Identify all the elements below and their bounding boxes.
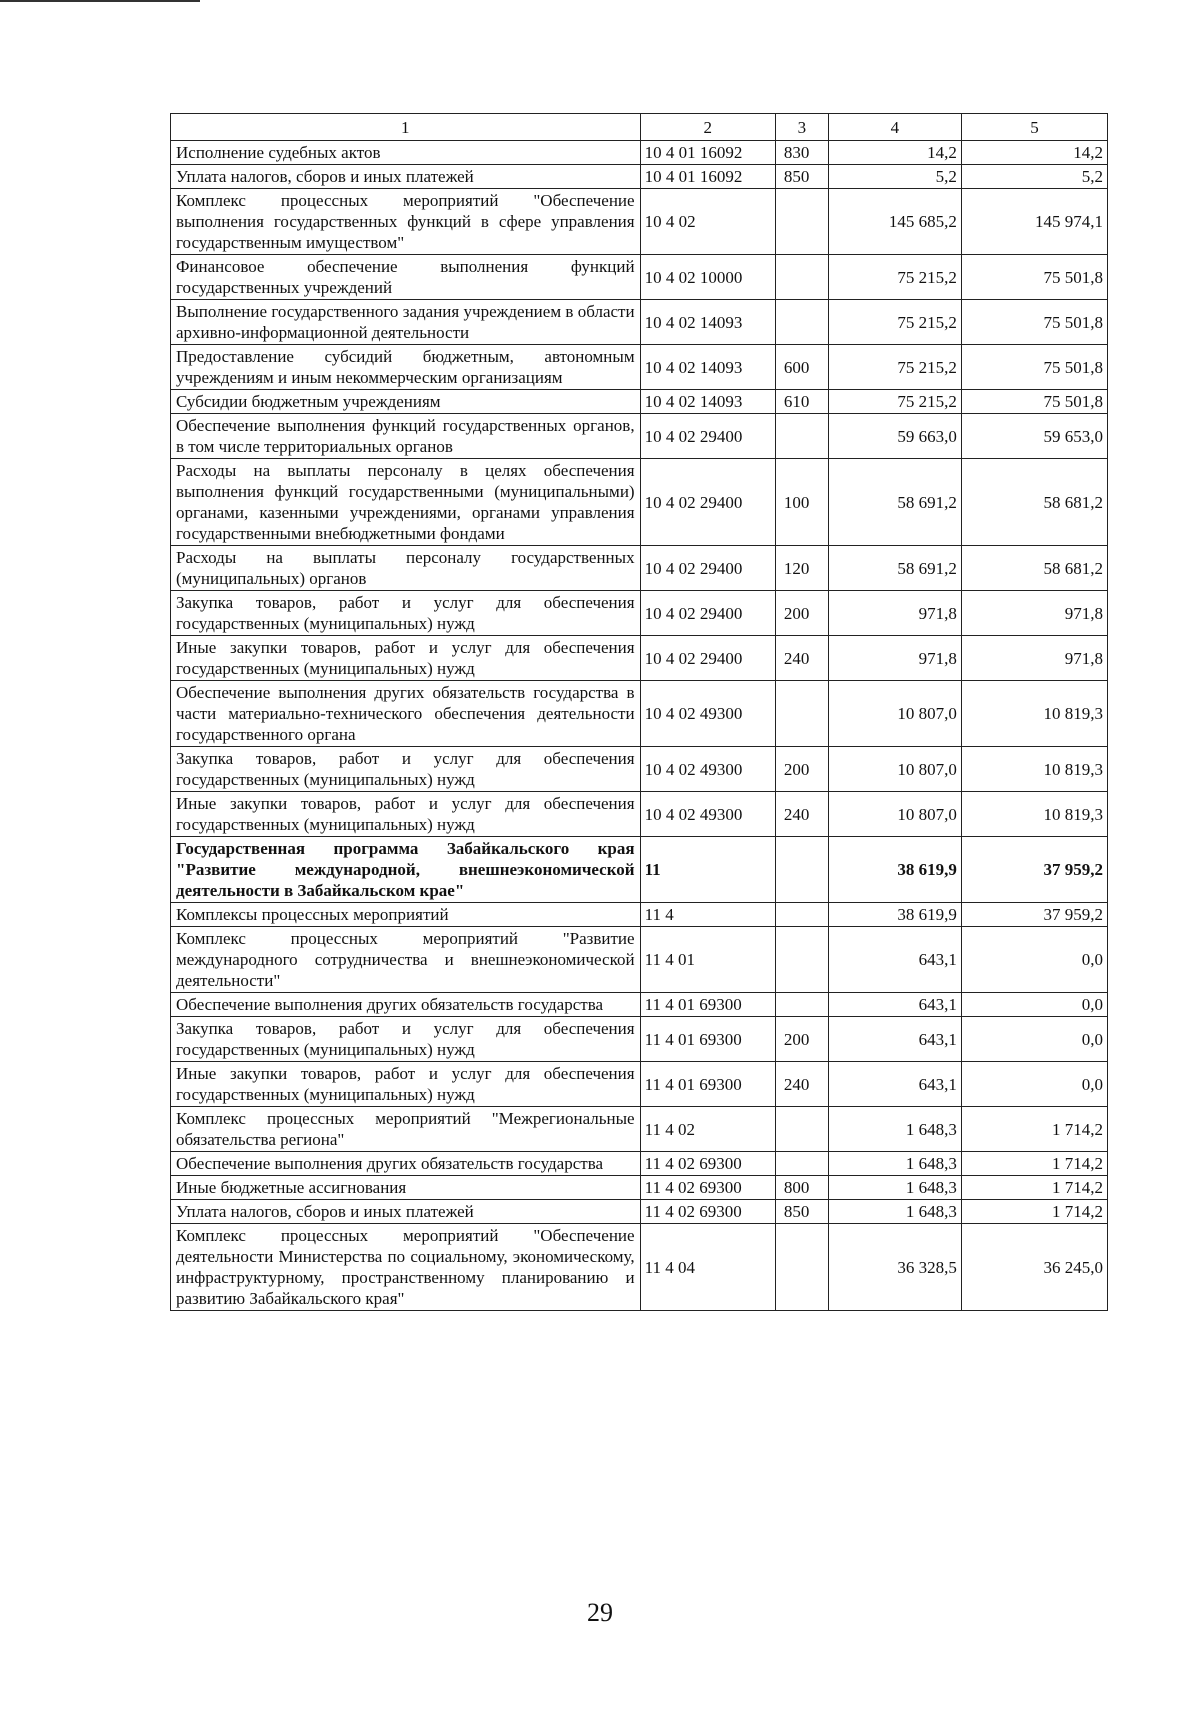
table-row bbox=[171, 837, 1108, 903]
row-code-cell: 11 4 02 69300 bbox=[640, 1176, 775, 1200]
row-amount-year2-cell: 5,2 bbox=[961, 165, 1107, 189]
table-row bbox=[171, 636, 1108, 681]
row-name-cell: Комплексы процессных мероприятий bbox=[171, 903, 641, 927]
row-expense-type-cell bbox=[775, 837, 828, 903]
row-code-cell: 10 4 02 14093 bbox=[640, 390, 775, 414]
row-amount-year1-cell: 36 328,5 bbox=[828, 1224, 961, 1311]
row-expense-type-cell: 200 bbox=[775, 1017, 828, 1062]
row-name-cell: Комплекс процессных мероприятий "Обеспечение деятельности Министерства по социальному, экономическому, инфраструктурному, пространственному планированию и развитию Забайкальского края" bbox=[171, 1224, 641, 1311]
row-code-cell: 11 4 01 69300 bbox=[640, 993, 775, 1017]
header-cell-2: 2 bbox=[640, 114, 775, 141]
row-amount-year1-cell: 971,8 bbox=[828, 591, 961, 636]
row-expense-type-cell bbox=[775, 903, 828, 927]
row-code-cell: 10 4 01 16092 bbox=[640, 141, 775, 165]
row-code-cell: 10 4 02 29400 bbox=[640, 414, 775, 459]
row-amount-year1-cell: 10 807,0 bbox=[828, 681, 961, 747]
table-row bbox=[171, 591, 1108, 636]
row-code-cell: 10 4 02 29400 bbox=[640, 591, 775, 636]
row-amount-year2-cell: 1 714,2 bbox=[961, 1152, 1107, 1176]
row-name-cell: Исполнение судебных актов bbox=[171, 141, 641, 165]
scan-edge-line bbox=[0, 0, 200, 2]
row-amount-year2-cell: 36 245,0 bbox=[961, 1224, 1107, 1311]
row-code-cell: 10 4 02 49300 bbox=[640, 792, 775, 837]
row-amount-year2-cell: 58 681,2 bbox=[961, 459, 1107, 546]
table-row bbox=[171, 903, 1108, 927]
row-amount-year2-cell: 10 819,3 bbox=[961, 681, 1107, 747]
row-expense-type-cell bbox=[775, 255, 828, 300]
row-expense-type-cell: 240 bbox=[775, 636, 828, 681]
table-row bbox=[171, 459, 1108, 546]
row-name-cell: Предоставление субсидий бюджетным, автономным учреждениям и иным некоммерческим организациям bbox=[171, 345, 641, 390]
row-amount-year1-cell: 75 215,2 bbox=[828, 300, 961, 345]
row-amount-year2-cell: 1 714,2 bbox=[961, 1107, 1107, 1152]
row-name-cell: Расходы на выплаты персоналу в целях обеспечения выполнения функций государственными (муниципальными) органами, казенными учреждениями, органами управления государственными внебюджетными фондами bbox=[171, 459, 641, 546]
row-expense-type-cell: 830 bbox=[775, 141, 828, 165]
row-expense-type-cell bbox=[775, 300, 828, 345]
row-expense-type-cell: 100 bbox=[775, 459, 828, 546]
table-row bbox=[171, 927, 1108, 993]
row-amount-year1-cell: 38 619,9 bbox=[828, 837, 961, 903]
row-amount-year2-cell: 75 501,8 bbox=[961, 300, 1107, 345]
row-name-cell: Расходы на выплаты персоналу государственных (муниципальных) органов bbox=[171, 546, 641, 591]
table-row bbox=[171, 300, 1108, 345]
row-code-cell: 11 bbox=[640, 837, 775, 903]
table-row bbox=[171, 1200, 1108, 1224]
row-code-cell: 11 4 bbox=[640, 903, 775, 927]
table-row bbox=[171, 1062, 1108, 1107]
table-row bbox=[171, 141, 1108, 165]
row-amount-year2-cell: 0,0 bbox=[961, 1062, 1107, 1107]
row-amount-year2-cell: 145 974,1 bbox=[961, 189, 1107, 255]
row-name-cell: Закупка товаров, работ и услуг для обеспечения государственных (муниципальных) нужд bbox=[171, 747, 641, 792]
row-code-cell: 10 4 02 29400 bbox=[640, 546, 775, 591]
row-expense-type-cell: 200 bbox=[775, 747, 828, 792]
row-expense-type-cell: 600 bbox=[775, 345, 828, 390]
row-expense-type-cell bbox=[775, 1152, 828, 1176]
row-amount-year1-cell: 59 663,0 bbox=[828, 414, 961, 459]
row-amount-year1-cell: 75 215,2 bbox=[828, 390, 961, 414]
row-name-cell: Комплекс процессных мероприятий "Развитие международного сотрудничества и внешнеэкономической деятельности" bbox=[171, 927, 641, 993]
row-name-cell: Иные закупки товаров, работ и услуг для обеспечения государственных (муниципальных) нужд bbox=[171, 1062, 641, 1107]
row-name-cell: Финансовое обеспечение выполнения функций государственных учреждений bbox=[171, 255, 641, 300]
table-row bbox=[171, 1224, 1108, 1311]
row-amount-year1-cell: 971,8 bbox=[828, 636, 961, 681]
row-name-cell: Комплекс процессных мероприятий "Обеспечение выполнения государственных функций в сфере управления государственным имуществом" bbox=[171, 189, 641, 255]
row-amount-year1-cell: 145 685,2 bbox=[828, 189, 961, 255]
row-code-cell: 11 4 04 bbox=[640, 1224, 775, 1311]
row-amount-year1-cell: 1 648,3 bbox=[828, 1176, 961, 1200]
row-amount-year2-cell: 0,0 bbox=[961, 927, 1107, 993]
row-amount-year1-cell: 58 691,2 bbox=[828, 459, 961, 546]
row-code-cell: 10 4 02 10000 bbox=[640, 255, 775, 300]
row-amount-year1-cell: 643,1 bbox=[828, 1062, 961, 1107]
row-amount-year1-cell: 1 648,3 bbox=[828, 1152, 961, 1176]
table-row bbox=[171, 1017, 1108, 1062]
table-row bbox=[171, 792, 1108, 837]
row-expense-type-cell bbox=[775, 1224, 828, 1311]
row-amount-year1-cell: 643,1 bbox=[828, 1017, 961, 1062]
table-row bbox=[171, 165, 1108, 189]
row-name-cell: Субсидии бюджетным учреждениям bbox=[171, 390, 641, 414]
row-amount-year2-cell: 971,8 bbox=[961, 591, 1107, 636]
row-amount-year1-cell: 643,1 bbox=[828, 993, 961, 1017]
row-amount-year1-cell: 75 215,2 bbox=[828, 255, 961, 300]
row-expense-type-cell: 850 bbox=[775, 165, 828, 189]
row-amount-year2-cell: 37 959,2 bbox=[961, 837, 1107, 903]
row-name-cell: Обеспечение выполнения других обязательств государства в части материально-технического обеспечения деятельности государственного органа bbox=[171, 681, 641, 747]
row-amount-year2-cell: 0,0 bbox=[961, 993, 1107, 1017]
table-row bbox=[171, 390, 1108, 414]
row-amount-year1-cell: 58 691,2 bbox=[828, 546, 961, 591]
header-cell-1: 1 bbox=[171, 114, 641, 141]
row-name-cell: Уплата налогов, сборов и иных платежей bbox=[171, 1200, 641, 1224]
row-code-cell: 11 4 02 bbox=[640, 1107, 775, 1152]
row-amount-year1-cell: 14,2 bbox=[828, 141, 961, 165]
row-expense-type-cell: 800 bbox=[775, 1176, 828, 1200]
table-row bbox=[171, 189, 1108, 255]
row-amount-year2-cell: 1 714,2 bbox=[961, 1176, 1107, 1200]
row-amount-year1-cell: 1 648,3 bbox=[828, 1107, 961, 1152]
row-expense-type-cell: 120 bbox=[775, 546, 828, 591]
row-amount-year2-cell: 75 501,8 bbox=[961, 255, 1107, 300]
row-expense-type-cell: 610 bbox=[775, 390, 828, 414]
row-code-cell: 11 4 02 69300 bbox=[640, 1152, 775, 1176]
row-expense-type-cell: 240 bbox=[775, 792, 828, 837]
row-code-cell: 11 4 01 69300 bbox=[640, 1062, 775, 1107]
row-expense-type-cell: 240 bbox=[775, 1062, 828, 1107]
header-cell-5: 5 bbox=[961, 114, 1107, 141]
row-expense-type-cell: 850 bbox=[775, 1200, 828, 1224]
row-code-cell: 10 4 02 14093 bbox=[640, 345, 775, 390]
row-name-cell: Обеспечение выполнения функций государственных органов, в том числе территориальных органов bbox=[171, 414, 641, 459]
row-amount-year2-cell: 14,2 bbox=[961, 141, 1107, 165]
row-expense-type-cell bbox=[775, 414, 828, 459]
budget-table-body bbox=[171, 114, 1108, 1311]
row-amount-year2-cell: 75 501,8 bbox=[961, 390, 1107, 414]
row-code-cell: 10 4 01 16092 bbox=[640, 165, 775, 189]
table-row bbox=[171, 1152, 1108, 1176]
budget-table bbox=[170, 113, 1108, 1311]
row-expense-type-cell bbox=[775, 1107, 828, 1152]
row-amount-year1-cell: 10 807,0 bbox=[828, 747, 961, 792]
header-cell-4: 4 bbox=[828, 114, 961, 141]
page-number: 29 bbox=[587, 1598, 613, 1627]
row-name-cell: Закупка товаров, работ и услуг для обеспечения государственных (муниципальных) нужд bbox=[171, 591, 641, 636]
row-code-cell: 10 4 02 bbox=[640, 189, 775, 255]
row-expense-type-cell: 200 bbox=[775, 591, 828, 636]
table-header-row bbox=[171, 114, 1108, 141]
table-row bbox=[171, 681, 1108, 747]
table-row bbox=[171, 255, 1108, 300]
row-name-cell: Государственная программа Забайкальского края "Развитие международной, внешнеэкономической деятельности в Забайкальском крае" bbox=[171, 837, 641, 903]
row-name-cell: Обеспечение выполнения других обязательств государства bbox=[171, 993, 641, 1017]
row-amount-year1-cell: 38 619,9 bbox=[828, 903, 961, 927]
row-code-cell: 11 4 01 bbox=[640, 927, 775, 993]
row-amount-year2-cell: 58 681,2 bbox=[961, 546, 1107, 591]
row-name-cell: Обеспечение выполнения других обязательств государства bbox=[171, 1152, 641, 1176]
row-expense-type-cell bbox=[775, 993, 828, 1017]
table-row bbox=[171, 1176, 1108, 1200]
row-name-cell: Выполнение государственного задания учреждением в области архивно-информационной деятельности bbox=[171, 300, 641, 345]
row-amount-year1-cell: 1 648,3 bbox=[828, 1200, 961, 1224]
row-amount-year2-cell: 10 819,3 bbox=[961, 747, 1107, 792]
row-code-cell: 10 4 02 29400 bbox=[640, 459, 775, 546]
table-row bbox=[171, 1107, 1108, 1152]
row-name-cell: Закупка товаров, работ и услуг для обеспечения государственных (муниципальных) нужд bbox=[171, 1017, 641, 1062]
row-name-cell: Иные закупки товаров, работ и услуг для обеспечения государственных (муниципальных) нужд bbox=[171, 792, 641, 837]
row-code-cell: 10 4 02 49300 bbox=[640, 747, 775, 792]
row-name-cell: Комплекс процессных мероприятий "Межрегиональные обязательства региона" bbox=[171, 1107, 641, 1152]
row-expense-type-cell bbox=[775, 189, 828, 255]
row-amount-year2-cell: 10 819,3 bbox=[961, 792, 1107, 837]
row-name-cell: Уплата налогов, сборов и иных платежей bbox=[171, 165, 641, 189]
table-row bbox=[171, 414, 1108, 459]
table-row bbox=[171, 546, 1108, 591]
row-code-cell: 10 4 02 14093 bbox=[640, 300, 775, 345]
row-amount-year2-cell: 37 959,2 bbox=[961, 903, 1107, 927]
row-code-cell: 10 4 02 29400 bbox=[640, 636, 775, 681]
row-expense-type-cell bbox=[775, 681, 828, 747]
row-name-cell: Иные бюджетные ассигнования bbox=[171, 1176, 641, 1200]
row-amount-year2-cell: 75 501,8 bbox=[961, 345, 1107, 390]
table-row bbox=[171, 345, 1108, 390]
table-row bbox=[171, 993, 1108, 1017]
row-expense-type-cell bbox=[775, 927, 828, 993]
row-amount-year2-cell: 0,0 bbox=[961, 1017, 1107, 1062]
row-amount-year1-cell: 5,2 bbox=[828, 165, 961, 189]
row-code-cell: 11 4 02 69300 bbox=[640, 1200, 775, 1224]
row-code-cell: 10 4 02 49300 bbox=[640, 681, 775, 747]
row-amount-year2-cell: 59 653,0 bbox=[961, 414, 1107, 459]
row-code-cell: 11 4 01 69300 bbox=[640, 1017, 775, 1062]
row-amount-year2-cell: 971,8 bbox=[961, 636, 1107, 681]
row-amount-year1-cell: 643,1 bbox=[828, 927, 961, 993]
row-amount-year1-cell: 10 807,0 bbox=[828, 792, 961, 837]
row-amount-year1-cell: 75 215,2 bbox=[828, 345, 961, 390]
header-cell-3: 3 bbox=[775, 114, 828, 141]
table-row bbox=[171, 747, 1108, 792]
row-name-cell: Иные закупки товаров, работ и услуг для обеспечения государственных (муниципальных) нужд bbox=[171, 636, 641, 681]
row-amount-year2-cell: 1 714,2 bbox=[961, 1200, 1107, 1224]
